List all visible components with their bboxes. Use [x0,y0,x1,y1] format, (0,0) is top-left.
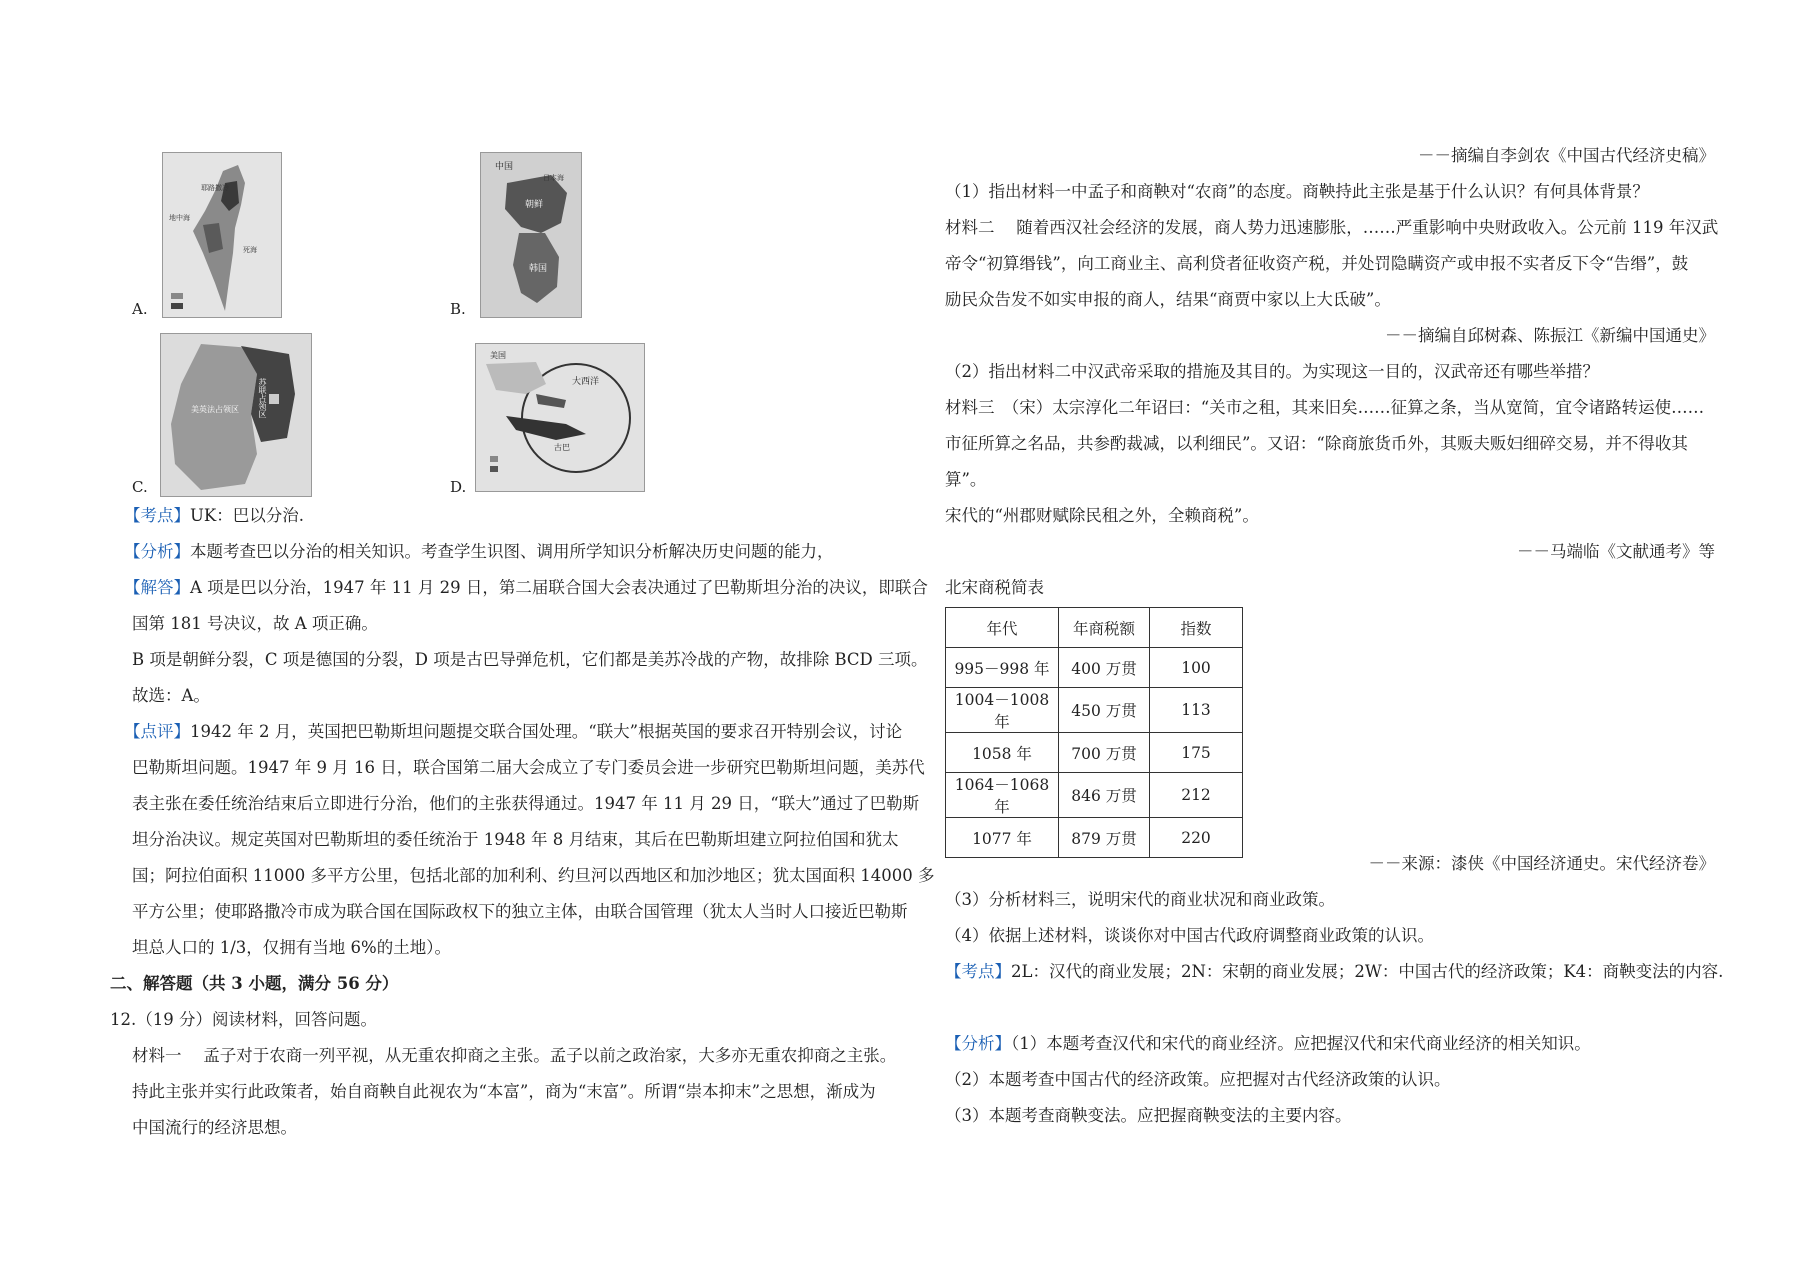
map-b-label-south: 韩国 [529,264,548,274]
map-a-graphic [163,153,281,317]
option-b-label: B. [450,300,466,318]
table-cell: 1064－1068 年 [946,773,1059,818]
source-1: －－摘编自李剑农《中国古代经济史稿》 [1418,146,1715,165]
option-d-label: D. [450,478,467,496]
dianping-text-1: 1942 年 2 月，英国把巴勒斯坦问题提交联合国处理。“联大”根据英国的要求召开特别会议，讨论 [190,722,903,741]
table-cell: 113 [1150,688,1243,733]
table-cell: 212 [1150,773,1243,818]
table-row [946,688,1243,733]
source-2: －－摘编自邱树森、陈振江《新编中国通史》 [1385,326,1715,345]
question-1: （1）指出材料一中孟子和商鞅对“农商”的态度。商鞅持此主张是基于什么认识？有何具体背景？ [945,182,1649,201]
map-a-palestine [162,152,282,318]
map-d-cuba [475,343,645,492]
right-fenxi-text-1: （1）本题考查汉代和宋代的商业经济。应把握汉代和宋代商业经济的相关知识。 [1011,1034,1591,1053]
map-a-label-jerusalem: 耶路撒冷 [201,184,229,192]
table-header-cell: 年商税额 [1059,608,1150,648]
material-2-line-1: 材料二 随着西汉社会经济的发展，商人势力迅速膨胀，……严重影响中央财政收入。公元前 119 年汉武 [945,218,1719,237]
material-3-line-1: 材料三 （宋）太宗淳化二年诏曰：“关市之租，其来旧矣……征算之条，当从宽简，宜令诸路转运使…… [945,398,1705,417]
table-cell: 1004－1008 年 [946,688,1059,733]
table-row [946,818,1243,858]
map-d-label-atlantic: 大西洋 [572,377,600,387]
option-a-label: A. [132,300,148,318]
table-cell: 995－998 年 [946,648,1059,688]
map-c-label-soviet: 苏联占领区 [258,378,267,418]
right-fenxi-line-2: （2）本题考查中国古代的经济政策。应把握对古代经济政策的认识。 [945,1070,1451,1089]
map-d-label-usa: 美国 [490,351,506,360]
table-cell: 400 万贯 [1059,648,1150,688]
map-b-korea [480,152,582,318]
option-c-label: C. [132,478,148,496]
question-4: （4）依据上述材料，谈谈你对中国古代政府调整商业政策的认识。 [945,926,1434,945]
question-3: （3）分析材料三，说明宋代的商业状况和商业政策。 [945,890,1335,909]
fenxi-line [124,540,834,564]
table-cell: 1077 年 [946,818,1059,858]
right-fenxi-tag: 【分析】 [945,1034,1011,1053]
map-c-germany [160,333,312,497]
table-cell: 175 [1150,733,1243,773]
section-title: 二、解答题（共 3 小题，满分 56 分） [110,974,399,993]
dianping-line-4: 坦分治决议。规定英国对巴勒斯坦的委任统治于 1948 年 8 月结束，其后在巴勒斯坦建立阿拉伯国和犹太 [132,830,899,849]
table-header-row [946,608,1243,648]
right-kaodian-text: 2L：汉代的商业发展；2N：宋朝的商业发展；2W：中国古代的经济政策；K4：商鞅变法的内容. [1011,962,1724,981]
material-3-line-4: 宋代的“州郡财赋除民租之外，全赖商税”。 [945,506,1259,525]
dianping-line-3: 表主张在委任统治结束后立即进行分治，他们的主张获得通过。1947 年 11 月 29 日，“联大”通过了巴勒斯 [132,794,920,813]
material-1-line-3: 中国流行的经济思想。 [132,1118,297,1137]
source-3: －－马端临《文献通考》等 [1517,542,1715,561]
table-cell: 879 万贯 [1059,818,1150,858]
jieda-tag: 【解答】 [124,578,190,597]
map-b-label-sea: 日本海 [543,174,564,182]
jieda-text-1: A 项是巴以分治，1947 年 11 月 29 日，第二届联合国大会表决通过了巴勒斯坦分治的决议，即联合 [190,578,928,597]
map-b-label-china: 中国 [495,162,514,172]
dianping-line-1 [124,720,902,744]
dianping-tag: 【点评】 [124,722,190,741]
material-1-line-1: 材料一 孟子对于农商一列平视，从无重农抑商之主张。孟子以前之政治家，大多亦无重农抑商之主张。 [132,1046,897,1065]
kaodian-line [124,504,304,528]
map-c-label-west: 美英法占领区 [191,405,239,414]
dianping-line-5: 国；阿拉伯面积 11000 多平方公里，包括北部的加利利、约旦河以西地区和加沙地区；犹太国面积 14000 多 [132,866,935,885]
table-cell: 1058 年 [946,733,1059,773]
map-d-graphic [476,344,644,491]
table-cell: 220 [1150,818,1243,858]
dianping-line-2: 巴勒斯坦问题。1947 年 9 月 16 日，联合国第二届大会成立了专门委员会进一步研究巴勒斯坦问题，美苏代 [132,758,925,777]
fenxi-tag: 【分析】 [124,542,190,561]
dianping-line-7: 坦总人口的 1/3，仅拥有当地 6%的土地）。 [132,938,451,957]
table-cell: 100 [1150,648,1243,688]
map-a-label-deadsea: 死海 [243,246,257,254]
question-12: 12.（19 分）阅读材料，回答问题。 [110,1010,377,1029]
jieda-line-4: 故选：A。 [132,686,210,705]
table-row [946,733,1243,773]
map-b-graphic [481,153,581,317]
right-kaodian-line [945,960,1723,984]
kaodian-tag: 【考点】 [124,506,190,525]
right-fenxi-line-1 [945,1032,1591,1056]
right-kaodian-tag: 【考点】 [945,962,1011,981]
table-row [946,648,1243,688]
material-2-line-2: 帝令“初算缗钱”，向工商业主、高利贷者征收资产税，并处罚隐瞒资产或申报不实者反下令“告缗”，鼓 [945,254,1689,273]
source-4: －－来源：漆侠《中国经济通史。宋代经济卷》 [1368,854,1715,873]
fenxi-text: 本题考查巴以分治的相关知识。考查学生识图、调用所学知识分析解决历史问题的能力， [190,542,834,561]
map-c-graphic [161,334,311,496]
material-1-line-2: 持此主张并实行此政策者，始自商鞅自此视农为“本富”，商为“末富”。所谓“崇本抑末”之思想，渐成为 [132,1082,876,1101]
table-cell: 700 万贯 [1059,733,1150,773]
map-b-label-north: 朝鲜 [525,200,544,210]
table-cell: 450 万贯 [1059,688,1150,733]
jieda-line-2: 国第 181 号决议，故 A 项正确。 [132,614,378,633]
right-fenxi-line-3: （3）本题考查商鞅变法。应把握商鞅变法的主要内容。 [945,1106,1352,1125]
map-a-label-sea: 地中海 [169,214,190,222]
table-header-cell: 指数 [1150,608,1243,648]
map-d-label-cuba: 古巴 [554,443,570,452]
jieda-line-1 [124,576,928,600]
dianping-line-6: 平方公里；使耶路撒冷市成为联合国在国际政权下的独立主体，由联合国管理（犹太人当时人口接近巴勒斯 [132,902,908,921]
table-title: 北宋商税简表 [945,578,1044,597]
question-2: （2）指出材料二中汉武帝采取的措施及其目的。为实现这一目的，汉武帝还有哪些举措？ [945,362,1599,381]
jieda-line-3: B 项是朝鲜分裂，C 项是德国的分裂，D 项是古巴导弹危机，它们都是美苏冷战的产物，故排除 BCD 三项。 [132,650,928,669]
table-cell: 846 万贯 [1059,773,1150,818]
table-header-cell: 年代 [946,608,1059,648]
material-2-line-3: 励民众告发不如实申报的商人，结果“商贾中家以上大氐破”。 [945,290,1391,309]
tax-table [945,607,1243,858]
material-3-line-2: 市征所算之名品，共参酌裁减，以利细民”。又诏：“除商旅货币外，其贩夫贩妇细碎交易，并不得收其 [945,434,1688,453]
table-row [946,773,1243,818]
material-3-line-3: 算”。 [945,470,987,489]
kaodian-text: UK：巴以分治. [190,506,304,525]
